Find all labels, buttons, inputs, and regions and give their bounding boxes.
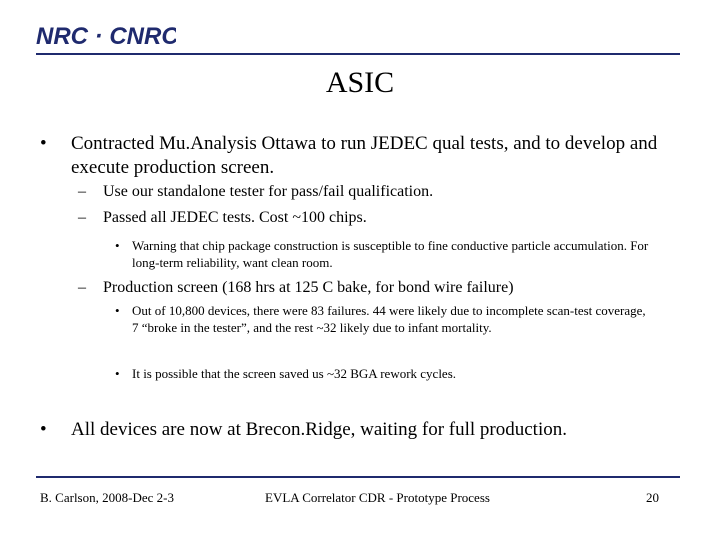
sub-bullet-text: Passed all JEDEC tests. Cost ~100 chips. <box>103 209 367 226</box>
dash-marker: – <box>78 209 86 226</box>
bullet-text: All devices are now at Brecon.Ridge, waiting for full production. <box>71 419 567 440</box>
dash-marker: – <box>78 183 86 200</box>
bullet-marker: • <box>40 133 47 154</box>
footer-divider <box>36 476 680 478</box>
bullet-marker: • <box>115 238 120 253</box>
bullet-marker: • <box>40 419 47 440</box>
bullet-marker: • <box>115 303 120 318</box>
bullet-marker: • <box>115 366 120 381</box>
sub-bullet-text: Use our standalone tester for pass/fail qualification. <box>103 183 434 200</box>
sub-bullet-text: Production screen (168 hrs at 125 C bake, for bond wire failure) <box>103 279 514 296</box>
footer-author: B. Carlson, 2008-Dec 2-3 <box>40 490 174 505</box>
bullet-text: Contracted Mu.Analysis Ottawa to run JEDEC qual tests, and to develop and execute production screen. <box>71 133 658 178</box>
slide-title: ASIC <box>325 66 395 99</box>
nrc-cnrc-logo <box>36 20 176 50</box>
page-number: 20 <box>646 490 659 505</box>
sub-sub-bullet-text: It is possible that the screen saved us ~32 BGA rework cycles. <box>132 366 457 381</box>
sub-sub-bullet-text: Warning that chip package construction is susceptible to fine conductive particle accumulation. For long-term reliability, want clean room. <box>132 238 649 270</box>
logo-text: NRC · CNRC <box>36 23 176 50</box>
sub-sub-bullet-text: Out of 10,800 devices, there were 83 failures. 44 were likely due to incomplete scan-test coverage, 7 “broke in the tester”, and the rest ~32 likely due to infant mortality. <box>132 303 646 335</box>
dash-marker: – <box>78 279 86 296</box>
footer-title: EVLA Correlator CDR - Prototype Process <box>265 490 490 505</box>
header-divider <box>36 53 680 55</box>
